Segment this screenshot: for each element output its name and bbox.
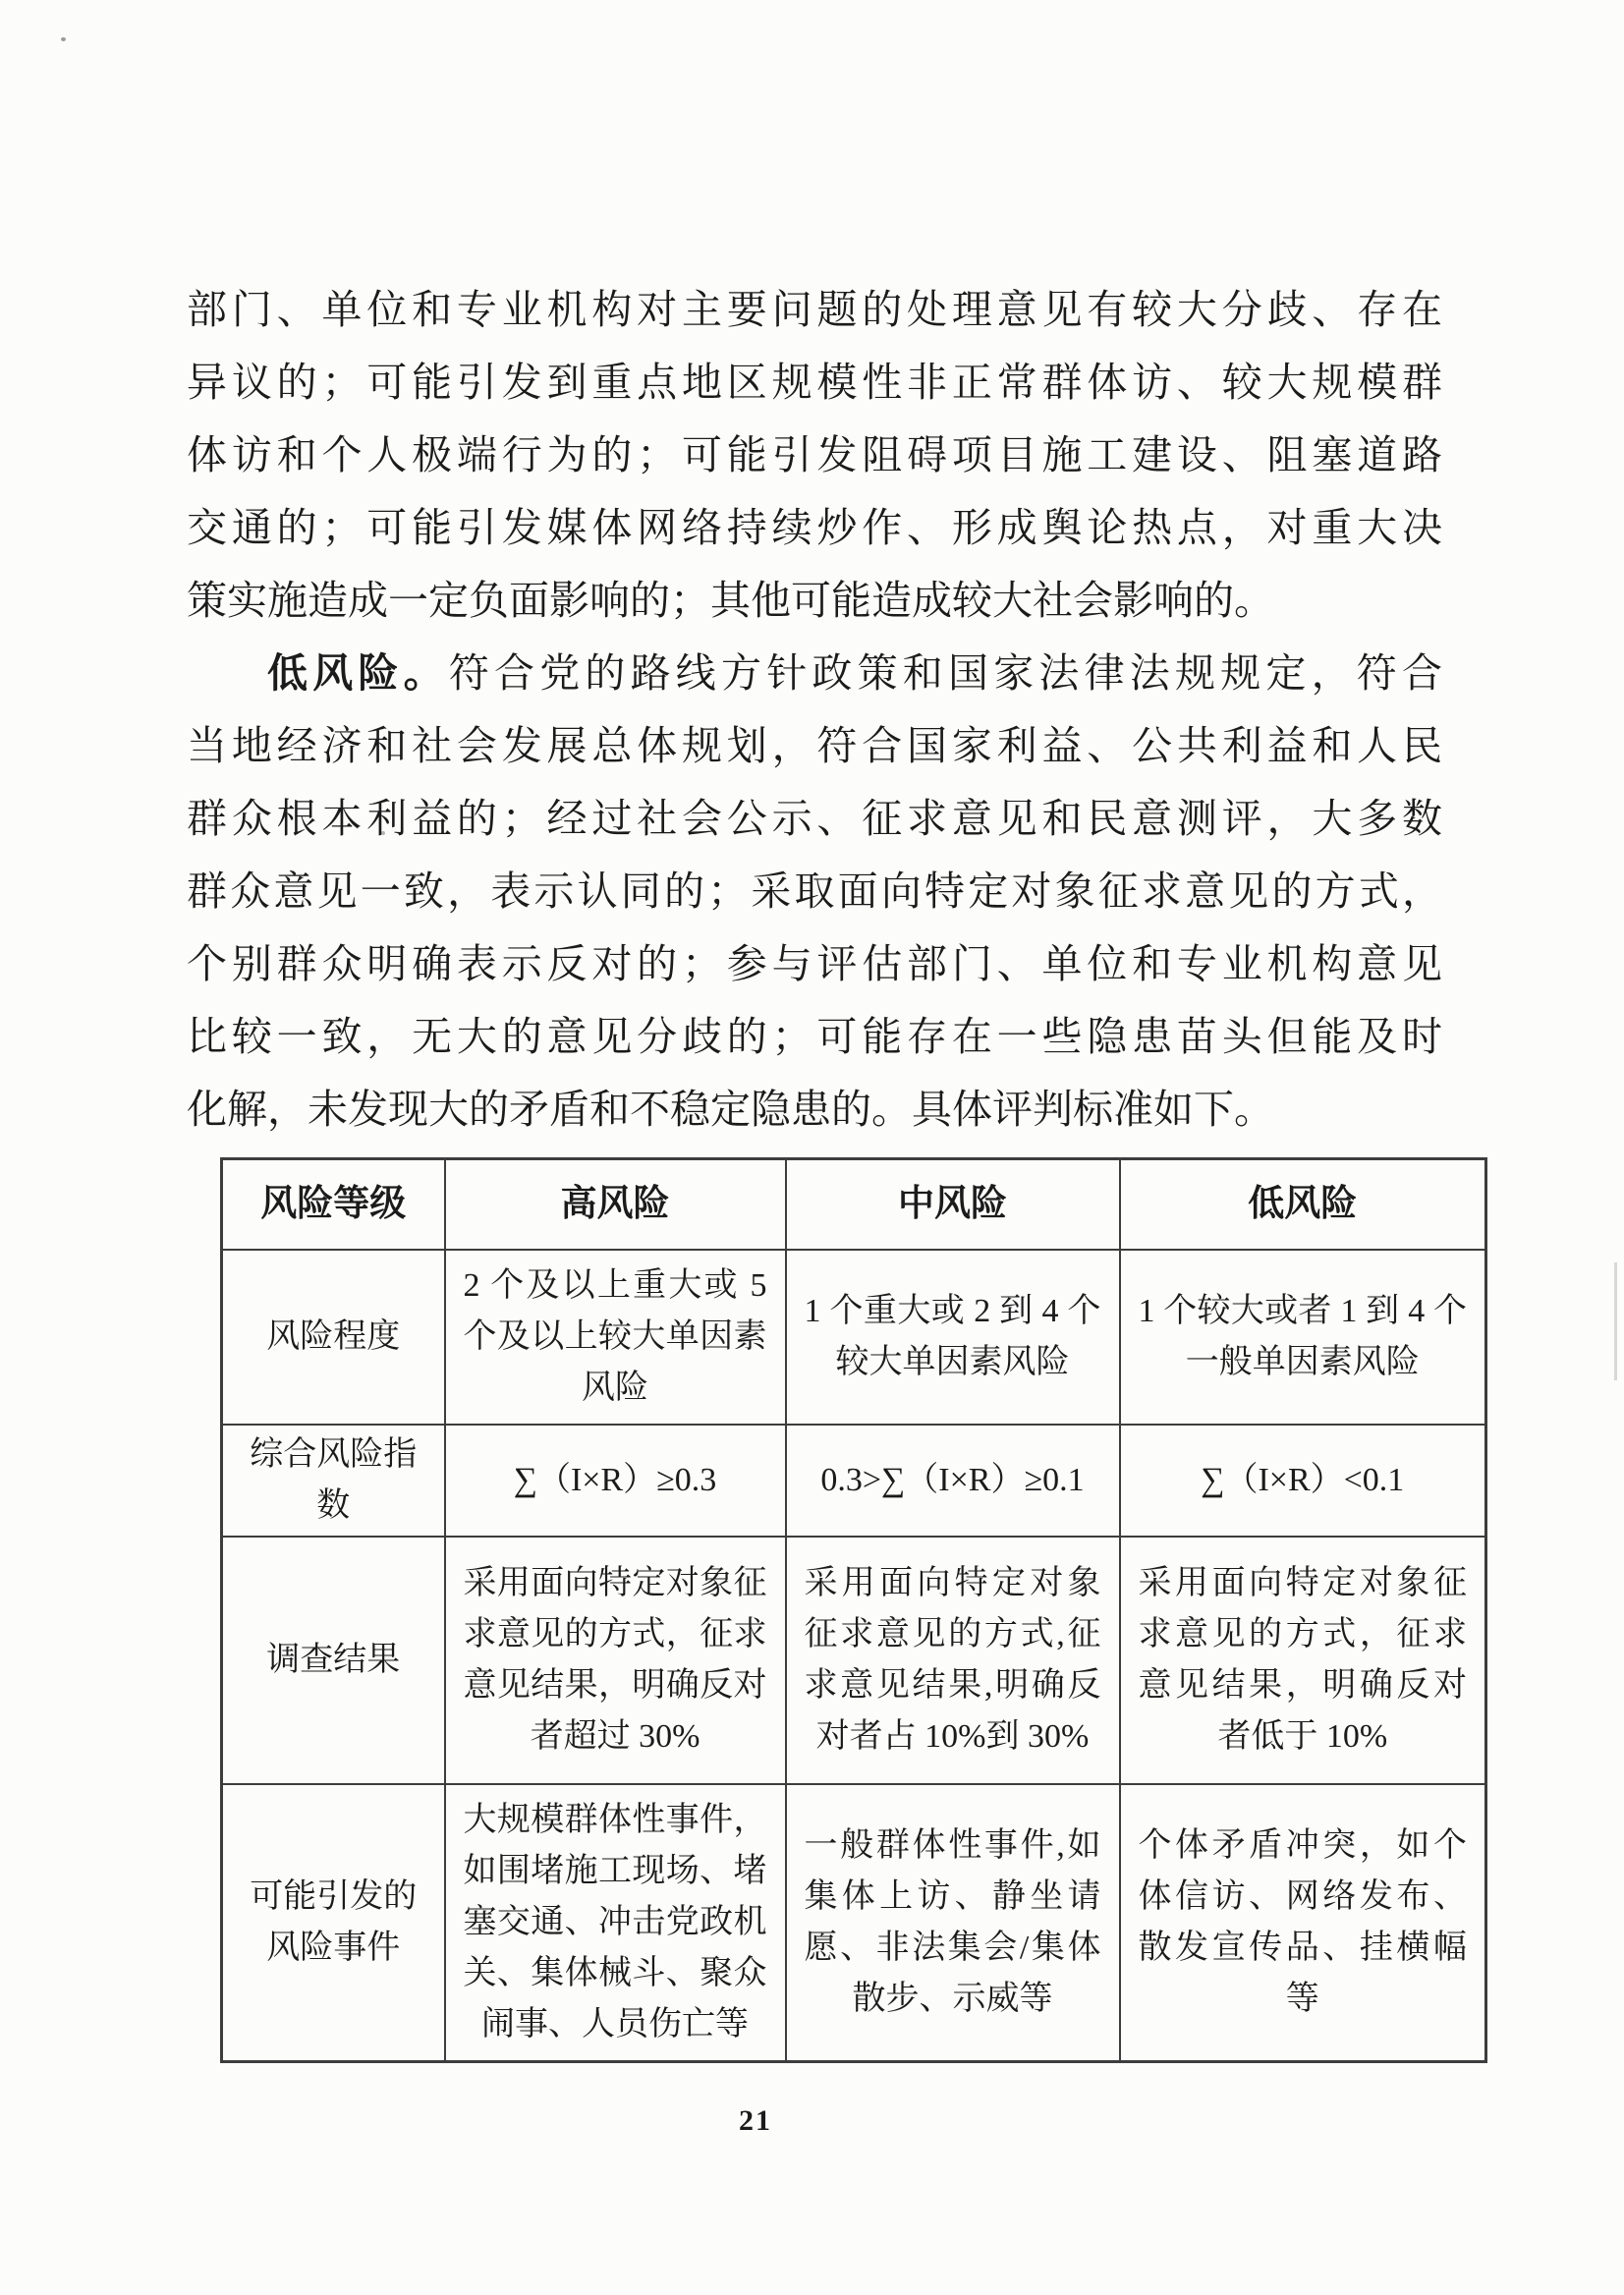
body-line: 部门、单位和专业机构对主要问题的处理意见有较大分歧、存在 xyxy=(187,287,1442,332)
page-number: 21 xyxy=(739,2104,772,2137)
table-row-label: 调查结果 xyxy=(222,1537,445,1784)
table-row-label: 综合风险指数 xyxy=(222,1425,445,1537)
scan-artifact xyxy=(61,37,66,41)
table-cell: ∑（I×R）≥0.3 xyxy=(445,1425,786,1537)
table-cell: 个体矛盾冲突，如个体信访、网络发布、散发宣传品、挂横幅等 xyxy=(1120,1784,1486,2062)
body-line: 异议的；可能引发到重点地区规模性非正常群体访、较大规模群 xyxy=(187,360,1442,405)
body-line: 交通的；可能引发媒体网络持续炒作、形成舆论热点，对重大决 xyxy=(187,505,1442,550)
paragraph-lead-bold: 低风险。 xyxy=(267,650,449,696)
table-header-cell: 低风险 xyxy=(1120,1159,1486,1250)
body-line: 体访和个人极端行为的；可能引发阻碍项目施工建设、阻塞道路 xyxy=(187,432,1442,477)
body-line: 当地经济和社会发展总体规划，符合国家利益、公共利益和人民 xyxy=(187,723,1442,768)
table-cell: ∑（I×R）<0.1 xyxy=(1120,1425,1486,1537)
body-line: 个别群众明确表示反对的；参与评估部门、单位和专业机构意见 xyxy=(187,941,1442,986)
body-text xyxy=(187,273,1442,1146)
table-cell: 0.3>∑（I×R）≥0.1 xyxy=(786,1425,1120,1537)
body-line: 策实施造成一定负面影响的；其他可能造成较大社会影响的。 xyxy=(187,578,1274,623)
table-header-cell: 高风险 xyxy=(445,1159,786,1250)
body-line: 化解，未发现大的矛盾和不稳定隐患的。具体评判标准如下。 xyxy=(187,1087,1274,1132)
risk-criteria-table xyxy=(220,1157,1487,2063)
table-cell: 采用面向特定对象征求意见的方式，征求意见结果，明确反对者低于 10% xyxy=(1120,1537,1486,1784)
table-cell: 采用面向特定对象征求意见的方式,征求意见结果,明确反对者占 10%到 30% xyxy=(786,1537,1120,1784)
table-row-label: 可能引发的风险事件 xyxy=(222,1784,445,2062)
table-cell: 大规模群体性事件，如围堵施工现场、堵塞交通、冲击党政机关、集体械斗、聚众闹事、人员伤亡等 xyxy=(445,1784,786,2062)
table-header-cell: 风险等级 xyxy=(222,1159,445,1250)
scan-artifact xyxy=(1614,1262,1617,1380)
body-line: 低风险。符合党的路线方针政策和国家法律法规规定，符合 xyxy=(267,650,1443,696)
body-line: 群众意见一致，表示认同的；采取面向特定对象征求意见的方式， xyxy=(187,868,1442,914)
table-cell: 一般群体性事件,如集体上访、静坐请愿、非法集会/集体散步、示威等 xyxy=(786,1784,1120,2062)
table-cell: 1 个重大或 2 到 4 个较大单因素风险 xyxy=(786,1250,1120,1425)
table-cell: 2 个及以上重大或 5 个及以上较大单因素风险 xyxy=(445,1250,786,1425)
body-line: 群众根本利益的；经过社会公示、征求意见和民意测评，大多数 xyxy=(187,796,1442,841)
table-cell: 1 个较大或者 1 到 4 个一般单因素风险 xyxy=(1120,1250,1486,1425)
table-row-label: 风险程度 xyxy=(222,1250,445,1425)
table-header-cell: 中风险 xyxy=(786,1159,1120,1250)
body-line: 比较一致，无大的意见分歧的；可能存在一些隐患苗头但能及时 xyxy=(187,1014,1442,1059)
table-cell: 采用面向特定对象征求意见的方式，征求意见结果，明确反对者超过 30% xyxy=(445,1537,786,1784)
